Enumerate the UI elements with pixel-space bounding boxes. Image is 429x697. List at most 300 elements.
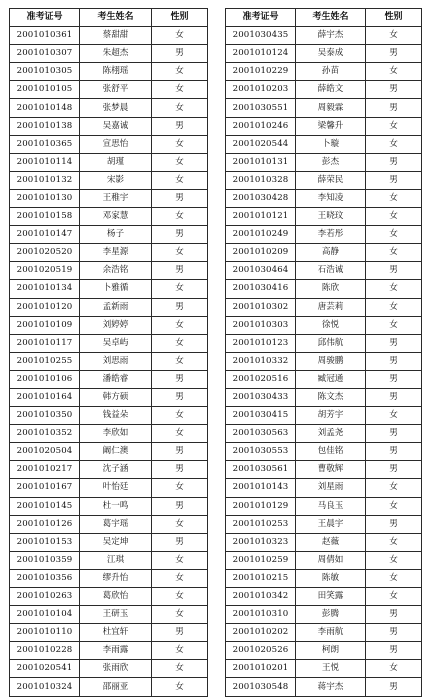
cell-gender: 男 (152, 298, 208, 316)
cell-gender: 男 (366, 461, 422, 479)
table-row (10, 370, 208, 388)
roster-table-left (9, 8, 208, 697)
cell-name: 张梦晨 (80, 99, 152, 117)
table-row (226, 352, 422, 370)
cell-name: 陈欣 (296, 280, 366, 298)
cell-name: 王研玉 (80, 606, 152, 624)
cell-name: 潘皓睿 (80, 370, 152, 388)
cell-name: 李星源 (80, 244, 152, 262)
cell-name: 吴嘉诚 (80, 117, 152, 135)
cell-name: 王悦 (296, 660, 366, 678)
table-row (10, 569, 208, 587)
cell-gender: 女 (366, 117, 422, 135)
cell-exam-id: 2001010121 (226, 208, 296, 226)
cell-gender: 女 (366, 135, 422, 153)
table-row (226, 153, 422, 171)
table-row (226, 45, 422, 63)
cell-name: 吴泰成 (296, 45, 366, 63)
cell-exam-id: 2001010342 (226, 588, 296, 606)
cell-name: 江琪 (80, 551, 152, 569)
cell-name: 高静 (296, 244, 366, 262)
cell-name: 卜璇 (296, 135, 366, 153)
cell-name: 葛宇瑶 (80, 515, 152, 533)
cell-name: 钱益朵 (80, 407, 152, 425)
cell-gender: 女 (152, 316, 208, 334)
cell-name: 唐芸莉 (296, 298, 366, 316)
roster-table-right (225, 8, 422, 697)
cell-name: 薛皓文 (296, 81, 366, 99)
cell-name: 刘婷婷 (80, 316, 152, 334)
cell-exam-id: 2001010145 (10, 497, 80, 515)
table-row (10, 208, 208, 226)
cell-gender: 女 (366, 533, 422, 551)
table-row (10, 334, 208, 352)
cell-name: 邱伟航 (296, 334, 366, 352)
table-row (10, 425, 208, 443)
cell-gender: 女 (366, 280, 422, 298)
cell-exam-id: 2001010158 (10, 208, 80, 226)
cell-gender: 男 (366, 642, 422, 660)
cell-gender: 男 (366, 515, 422, 533)
cell-gender: 女 (366, 298, 422, 316)
cell-exam-id: 2001010201 (226, 660, 296, 678)
cell-exam-id: 2001010104 (10, 606, 80, 624)
table-row (10, 171, 208, 189)
cell-name: 彭腾 (296, 606, 366, 624)
cell-gender: 女 (366, 189, 422, 207)
header-row (10, 9, 208, 27)
cell-exam-id: 2001010132 (10, 171, 80, 189)
cell-gender: 男 (152, 45, 208, 63)
cell-gender: 女 (366, 244, 422, 262)
cell-gender: 女 (152, 606, 208, 624)
cell-exam-id: 2001010332 (226, 352, 296, 370)
cell-name: 杜一鸣 (80, 497, 152, 515)
cell-name: 叶怡廷 (80, 479, 152, 497)
cell-name: 石浩诚 (296, 262, 366, 280)
cell-name: 周骏鹏 (296, 352, 366, 370)
cell-exam-id: 2001010253 (226, 515, 296, 533)
cell-gender: 女 (366, 27, 422, 45)
cell-gender: 女 (152, 479, 208, 497)
table-row (10, 551, 208, 569)
table-body-left (10, 27, 208, 696)
cell-gender: 女 (152, 569, 208, 587)
cell-gender: 男 (152, 461, 208, 479)
cell-exam-id: 2001010303 (226, 316, 296, 334)
cell-gender: 男 (366, 334, 422, 352)
cell-gender: 女 (152, 660, 208, 678)
table-row (10, 117, 208, 135)
table-row (226, 515, 422, 533)
table-row (10, 298, 208, 316)
cell-gender: 女 (152, 280, 208, 298)
cell-name: 邵丽亚 (80, 678, 152, 696)
table-row (10, 515, 208, 533)
cell-gender: 男 (152, 189, 208, 207)
cell-gender: 女 (152, 642, 208, 660)
cell-exam-id: 2001030435 (226, 27, 296, 45)
header-name: 考生姓名 (296, 9, 366, 27)
cell-exam-id: 2001030551 (226, 99, 296, 117)
cell-exam-id: 2001010324 (10, 678, 80, 696)
table-row (10, 99, 208, 117)
table-row (226, 407, 422, 425)
table-row (226, 208, 422, 226)
cell-name: 徐悦 (296, 316, 366, 334)
cell-name: 薛荣民 (296, 171, 366, 189)
cell-gender: 男 (152, 226, 208, 244)
cell-exam-id: 2001020520 (10, 244, 80, 262)
cell-name: 王晨宇 (296, 515, 366, 533)
table-row (226, 660, 422, 678)
cell-exam-id: 2001030553 (226, 443, 296, 461)
cell-name: 张雨欣 (80, 660, 152, 678)
cell-exam-id: 2001010117 (10, 334, 80, 352)
cell-exam-id: 2001010307 (10, 45, 80, 63)
cell-name: 邓家慧 (80, 208, 152, 226)
table-row (226, 226, 422, 244)
cell-name: 卜雅循 (80, 280, 152, 298)
cell-exam-id: 2001010249 (226, 226, 296, 244)
cell-name: 柯朗 (296, 642, 366, 660)
table-row (226, 262, 422, 280)
header-gender: 性别 (152, 9, 208, 27)
table-row (10, 588, 208, 606)
cell-exam-id: 2001010123 (226, 334, 296, 352)
cell-exam-id: 2001010202 (226, 624, 296, 642)
table-row (10, 226, 208, 244)
cell-name: 蒋宇杰 (296, 678, 366, 696)
cell-exam-id: 2001010209 (226, 244, 296, 262)
cell-gender: 男 (366, 81, 422, 99)
cell-exam-id: 2001010134 (10, 280, 80, 298)
header-exam-id: 准考证号 (226, 9, 296, 27)
table-row (10, 135, 208, 153)
table-row (10, 189, 208, 207)
table-row (226, 316, 422, 334)
cell-gender: 男 (152, 624, 208, 642)
table-row (10, 407, 208, 425)
cell-gender: 女 (152, 208, 208, 226)
cell-gender: 女 (152, 334, 208, 352)
cell-exam-id: 2001030428 (226, 189, 296, 207)
cell-gender: 女 (366, 208, 422, 226)
cell-gender: 男 (366, 370, 422, 388)
cell-name: 孙苗 (296, 63, 366, 81)
cell-gender: 女 (152, 678, 208, 696)
table-row (226, 533, 422, 551)
cell-gender: 男 (152, 443, 208, 461)
table-row (226, 27, 422, 45)
table-row (10, 27, 208, 45)
cell-exam-id: 2001010126 (10, 515, 80, 533)
cell-name: 韩方硕 (80, 388, 152, 406)
cell-gender: 女 (152, 63, 208, 81)
cell-name: 陈栩瑶 (80, 63, 152, 81)
table-row (226, 551, 422, 569)
cell-gender: 男 (366, 388, 422, 406)
cell-exam-id: 2001010143 (226, 479, 296, 497)
table-row (10, 244, 208, 262)
cell-gender: 男 (152, 117, 208, 135)
cell-exam-id: 2001010302 (226, 298, 296, 316)
cell-name: 陈敏 (296, 569, 366, 587)
table-row (226, 334, 422, 352)
cell-exam-id: 2001010310 (226, 606, 296, 624)
table-row (226, 117, 422, 135)
cell-name: 李雨航 (296, 624, 366, 642)
table-row (226, 588, 422, 606)
table-row (10, 81, 208, 99)
table-row (226, 425, 422, 443)
table-row (226, 244, 422, 262)
cell-exam-id: 2001020526 (226, 642, 296, 660)
cell-name: 李欣如 (80, 425, 152, 443)
cell-name: 缪升怡 (80, 569, 152, 587)
table-row (10, 443, 208, 461)
cell-gender: 男 (366, 678, 422, 696)
cell-exam-id: 2001020516 (226, 370, 296, 388)
cell-exam-id: 2001010124 (226, 45, 296, 63)
cell-exam-id: 2001010147 (10, 226, 80, 244)
cell-exam-id: 2001010359 (10, 551, 80, 569)
table-row (226, 81, 422, 99)
cell-gender: 男 (366, 153, 422, 171)
cell-gender: 女 (152, 588, 208, 606)
cell-exam-id: 2001010215 (226, 569, 296, 587)
cell-exam-id: 2001010114 (10, 153, 80, 171)
cell-gender: 女 (152, 99, 208, 117)
cell-exam-id: 2001030561 (226, 461, 296, 479)
cell-exam-id: 2001010129 (226, 497, 296, 515)
cell-exam-id: 2001010164 (10, 388, 80, 406)
cell-exam-id: 2001010109 (10, 316, 80, 334)
table-row (226, 497, 422, 515)
table-row (10, 497, 208, 515)
table-row (10, 533, 208, 551)
cell-gender: 女 (366, 660, 422, 678)
cell-exam-id: 2001010167 (10, 479, 80, 497)
cell-name: 蔡甜甜 (80, 27, 152, 45)
cell-name: 李若彤 (296, 226, 366, 244)
table-row (226, 298, 422, 316)
cell-exam-id: 2001030416 (226, 280, 296, 298)
cell-name: 梁馨升 (296, 117, 366, 135)
table-row (226, 624, 422, 642)
cell-name: 杜宜轩 (80, 624, 152, 642)
cell-exam-id: 2001010255 (10, 352, 80, 370)
cell-exam-id: 2001010110 (10, 624, 80, 642)
cell-exam-id: 2001010246 (226, 117, 296, 135)
table-row (10, 280, 208, 298)
cell-name: 刘思雨 (80, 352, 152, 370)
cell-name: 阚仁澳 (80, 443, 152, 461)
cell-name: 包佳铭 (296, 443, 366, 461)
table-row (226, 461, 422, 479)
table-row (10, 388, 208, 406)
table-row (226, 443, 422, 461)
cell-exam-id: 2001010106 (10, 370, 80, 388)
cell-exam-id: 2001010352 (10, 425, 80, 443)
cell-exam-id: 2001010217 (10, 461, 80, 479)
cell-exam-id: 2001010259 (226, 551, 296, 569)
cell-exam-id: 2001010228 (10, 642, 80, 660)
cell-gender: 男 (152, 388, 208, 406)
cell-name: 宣思怡 (80, 135, 152, 153)
table-row (226, 479, 422, 497)
cell-gender: 男 (366, 624, 422, 642)
cell-name: 赵薇 (296, 533, 366, 551)
cell-gender: 女 (366, 226, 422, 244)
table-row (226, 388, 422, 406)
cell-exam-id: 2001010323 (226, 533, 296, 551)
cell-exam-id: 2001030415 (226, 407, 296, 425)
cell-exam-id: 2001010263 (10, 588, 80, 606)
cell-name: 周倩如 (296, 551, 366, 569)
table-row (10, 45, 208, 63)
cell-gender: 女 (152, 81, 208, 99)
cell-name: 沈子涵 (80, 461, 152, 479)
cell-gender: 男 (366, 171, 422, 189)
cell-gender: 男 (152, 262, 208, 280)
cell-gender: 女 (366, 569, 422, 587)
cell-gender: 女 (366, 551, 422, 569)
cell-gender: 女 (366, 479, 422, 497)
cell-name: 杨子 (80, 226, 152, 244)
cell-exam-id: 2001030464 (226, 262, 296, 280)
header-gender: 性别 (366, 9, 422, 27)
cell-gender: 女 (152, 27, 208, 45)
table-row (10, 479, 208, 497)
cell-exam-id: 2001010105 (10, 81, 80, 99)
cell-name: 李雨露 (80, 642, 152, 660)
cell-gender: 男 (152, 370, 208, 388)
cell-name: 曹敬辉 (296, 461, 366, 479)
cell-exam-id: 2001010120 (10, 298, 80, 316)
cell-gender: 男 (152, 533, 208, 551)
table-row (226, 63, 422, 81)
cell-gender: 男 (366, 352, 422, 370)
table-row (226, 642, 422, 660)
cell-name: 吴卓屿 (80, 334, 152, 352)
table-row (226, 678, 422, 696)
table-row (10, 352, 208, 370)
header-exam-id: 准考证号 (10, 9, 80, 27)
cell-exam-id: 2001030548 (226, 678, 296, 696)
cell-gender: 女 (152, 551, 208, 569)
cell-name: 吴定坤 (80, 533, 152, 551)
cell-name: 余浩铭 (80, 262, 152, 280)
table-row (10, 262, 208, 280)
cell-name: 胡瑾 (80, 153, 152, 171)
cell-exam-id: 2001010365 (10, 135, 80, 153)
table-row (226, 189, 422, 207)
table-row (226, 171, 422, 189)
cell-exam-id: 2001010305 (10, 63, 80, 81)
cell-gender: 女 (366, 63, 422, 81)
cell-gender: 男 (366, 99, 422, 117)
cell-exam-id: 2001020519 (10, 262, 80, 280)
cell-gender: 女 (152, 171, 208, 189)
cell-name: 刘星雨 (296, 479, 366, 497)
cell-name: 陈文杰 (296, 388, 366, 406)
cell-name: 宋影 (80, 171, 152, 189)
cell-name: 周毅霖 (296, 99, 366, 117)
cell-gender: 男 (366, 45, 422, 63)
cell-name: 马良玉 (296, 497, 366, 515)
cell-exam-id: 2001010328 (226, 171, 296, 189)
header-row (226, 9, 422, 27)
cell-exam-id: 2001020504 (10, 443, 80, 461)
cell-gender: 男 (152, 497, 208, 515)
table-row (226, 99, 422, 117)
cell-exam-id: 2001010203 (226, 81, 296, 99)
table-row (10, 461, 208, 479)
cell-name: 田笑露 (296, 588, 366, 606)
cell-gender: 女 (152, 515, 208, 533)
cell-name: 胡芳宇 (296, 407, 366, 425)
cell-gender: 女 (152, 153, 208, 171)
cell-exam-id: 2001010138 (10, 117, 80, 135)
cell-gender: 女 (366, 316, 422, 334)
cell-gender: 女 (152, 352, 208, 370)
cell-exam-id: 2001030433 (226, 388, 296, 406)
cell-exam-id: 2001030563 (226, 425, 296, 443)
cell-name: 刘孟尧 (296, 425, 366, 443)
cell-exam-id: 2001010130 (10, 189, 80, 207)
table-row (10, 63, 208, 81)
cell-gender: 女 (152, 425, 208, 443)
cell-name: 张舒平 (80, 81, 152, 99)
cell-exam-id: 2001010361 (10, 27, 80, 45)
table-row (226, 370, 422, 388)
table-row (10, 153, 208, 171)
table-row (10, 678, 208, 696)
cell-exam-id: 2001010131 (226, 153, 296, 171)
cell-gender: 男 (366, 443, 422, 461)
cell-exam-id: 2001010148 (10, 99, 80, 117)
table-row (10, 624, 208, 642)
cell-gender: 女 (366, 497, 422, 515)
cell-exam-id: 2001010229 (226, 63, 296, 81)
cell-name: 朱超杰 (80, 45, 152, 63)
cell-gender: 女 (366, 407, 422, 425)
cell-gender: 男 (366, 262, 422, 280)
header-name: 考生姓名 (80, 9, 152, 27)
cell-name: 王晓玟 (296, 208, 366, 226)
table-row (226, 569, 422, 587)
cell-name: 薛宇杰 (296, 27, 366, 45)
cell-name: 孟新雨 (80, 298, 152, 316)
table-body-right (226, 27, 422, 696)
cell-exam-id: 2001010153 (10, 533, 80, 551)
cell-exam-id: 2001020541 (10, 660, 80, 678)
cell-gender: 男 (366, 606, 422, 624)
table-row (10, 660, 208, 678)
table-row (10, 606, 208, 624)
cell-gender: 女 (152, 135, 208, 153)
table-row (226, 135, 422, 153)
cell-gender: 女 (366, 588, 422, 606)
cell-name: 李知凌 (296, 189, 366, 207)
cell-name: 葛欣怡 (80, 588, 152, 606)
cell-name: 臧冠通 (296, 370, 366, 388)
cell-exam-id: 2001010350 (10, 407, 80, 425)
table-row (10, 316, 208, 334)
cell-name: 王稚宇 (80, 189, 152, 207)
cell-gender: 女 (152, 244, 208, 262)
